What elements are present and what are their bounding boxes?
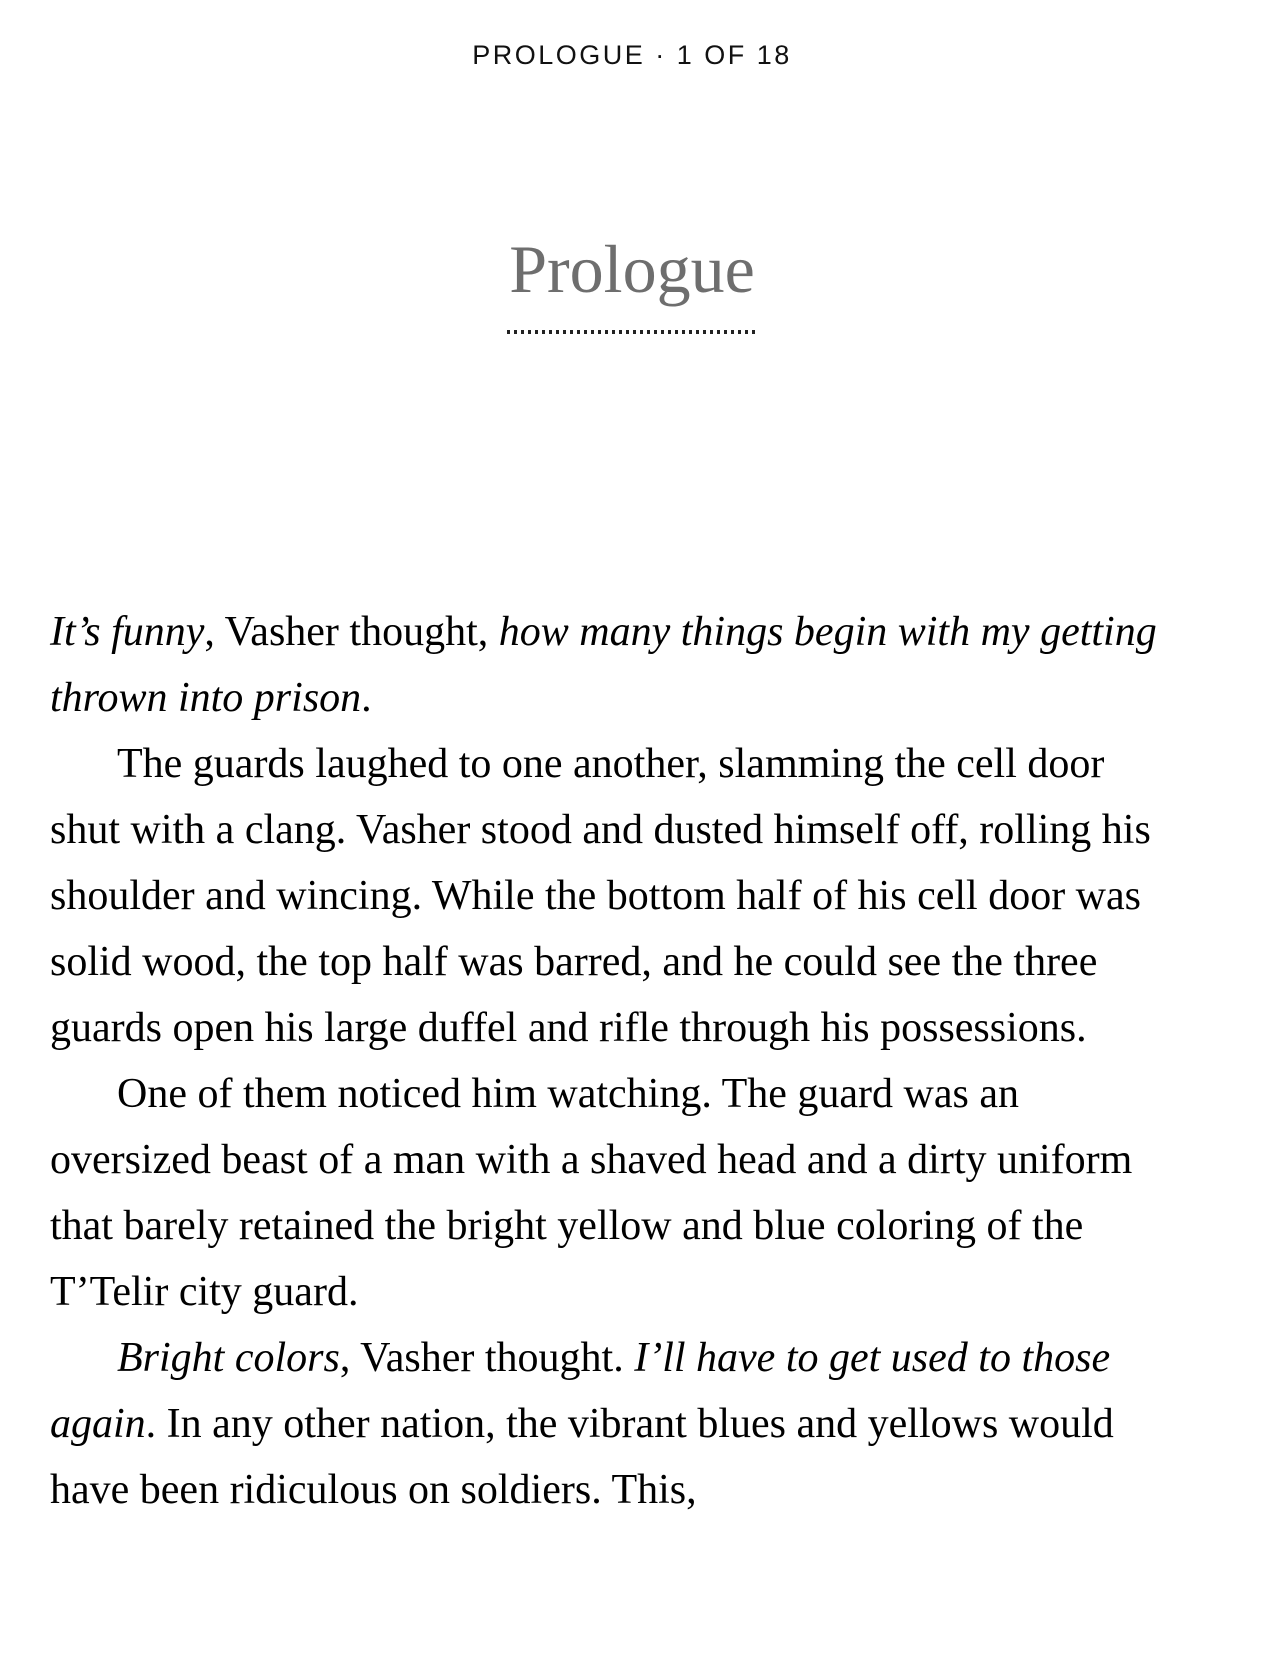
italic-text-run: It’s funny <box>50 609 205 655</box>
italic-text-run: Bright colors <box>117 1335 340 1381</box>
book-text <box>50 599 1172 1523</box>
text-run: . <box>361 675 372 721</box>
paragraph <box>50 731 1172 1061</box>
italic-text-run: how many things begin with my getting thrown into prison <box>50 609 1157 721</box>
text-run: One of them noticed him watching. The guard was an oversized beast of a man with a shaved head and a dirty uniform that barely retained the bright yellow and blue coloring of the T’Telir city guard. <box>50 1071 1133 1315</box>
running-header: PROLOGUE · 1 OF 18 <box>472 40 792 70</box>
text-run: , Vasher thought. <box>339 1335 635 1381</box>
paragraph <box>50 1061 1172 1325</box>
chapter-title: Prologue <box>509 231 755 307</box>
paragraph <box>50 1325 1172 1523</box>
italic-text-run: I’ll have to get used to those again <box>50 1335 1111 1447</box>
chapter-title-divider <box>507 330 757 334</box>
text-run: , Vasher thought, <box>204 609 499 655</box>
text-run: The guards laughed to one another, slamming the cell door shut with a clang. Vasher stood and dusted himself off, rolling his shoulder and wincing. While the bottom half of his cell door was solid wood, the top half was barred, and he could see the three guards open his large duffel and rifle through his possessions. <box>50 741 1151 1051</box>
text-run: . In any other nation, the vibrant blues and yellows would have been ridiculous on soldiers. This, <box>50 1401 1114 1513</box>
paragraph <box>50 599 1172 731</box>
